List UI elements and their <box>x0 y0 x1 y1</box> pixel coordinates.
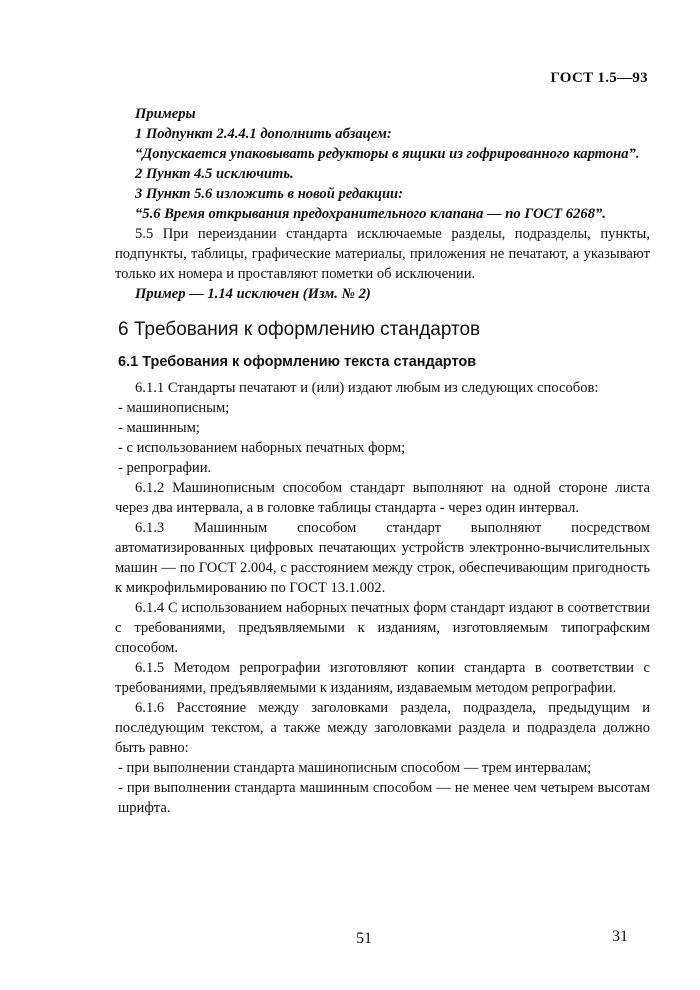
example-item-3-quote: “5.6 Время открывания предохранительного клапана — по ГОСТ 6268”. <box>135 206 606 222</box>
paragraph-6-1-5: 6.1.5 Методом репрографии изготовляют копии стандарта в соответствии с требованиями, предъявляемыми к изданиям, издаваемым методом репрографии. <box>115 660 650 696</box>
section-6-title: 6 Требования к оформлению стандартов <box>118 319 481 340</box>
paragraph-6-1-3: 6.1.3 Машинным способом стандарт выполняют посредством автоматизированных цифровых печатающих устройств электронно-вычислительных машин — по ГОСТ 2.004, с расстоянием между строк, обеспечивающим пригодность к микрофильмированию по ГОСТ 13.1.002. <box>115 520 650 596</box>
page-number-right: 31 <box>612 928 628 945</box>
example-item-1-quote: “Допускается упаковывать редукторы в ящики из гофрированного картона”. <box>135 146 640 162</box>
method-item: - с использованием наборных печатных форм; <box>118 440 406 456</box>
examples-heading: Примеры <box>135 106 196 122</box>
spacing-item: - при выполнении стандарта машинным способом — не менее чем четырем высотам шрифта. <box>118 780 650 816</box>
document-body <box>115 104 650 818</box>
spacing-item: - при выполнении стандарта машинописным способом — трем интервалам; <box>118 760 592 776</box>
page-number-center: 51 <box>356 930 372 947</box>
paragraph-6-1-1: 6.1.1 Стандарты печатают и (или) издают любым из следующих способов: <box>135 380 599 396</box>
paragraph-6-1-6: 6.1.6 Расстояние между заголовками раздела, подраздела, предыдущим и последующим текстом, а также между заголовками раздела и подраздела должно быть равно: <box>115 700 650 756</box>
subsection-6-1-title: 6.1 Требования к оформлению текста стандартов <box>118 354 477 370</box>
method-item: - машинописным; <box>118 400 230 416</box>
standard-number: ГОСТ 1.5—93 <box>550 70 648 86</box>
paragraph-5-5: 5.5 При переиздании стандарта исключаемые разделы, подразделы, пункты, подпункты, таблицы, графические материалы, приложения не печатают, а указывают только их номера и проставляют пометки об исключении. <box>115 226 650 282</box>
example-item-3: 3 Пункт 5.6 изложить в новой редакции: <box>135 186 404 202</box>
paragraph-6-1-4: 6.1.4 С использованием наборных печатных форм стандарт издают в соответствии с требованиями, предъявляемыми к изданиям, изготовляемым типографским способом. <box>115 600 650 656</box>
method-item: - репрографии. <box>118 460 212 476</box>
paragraph-5-5-example: Пример — 1.14 исключен (Изм. № 2) <box>135 286 371 302</box>
example-item-1: 1 Подпункт 2.4.4.1 дополнить абзацем: <box>135 126 392 142</box>
method-item: - машинным; <box>118 420 200 436</box>
example-item-2: 2 Пункт 4.5 исключить. <box>135 166 294 182</box>
paragraph-6-1-2: 6.1.2 Машинописным способом стандарт выполняют на одной стороне листа через два интервала, а в головке таблицы стандарта - через один интервал. <box>115 480 650 516</box>
